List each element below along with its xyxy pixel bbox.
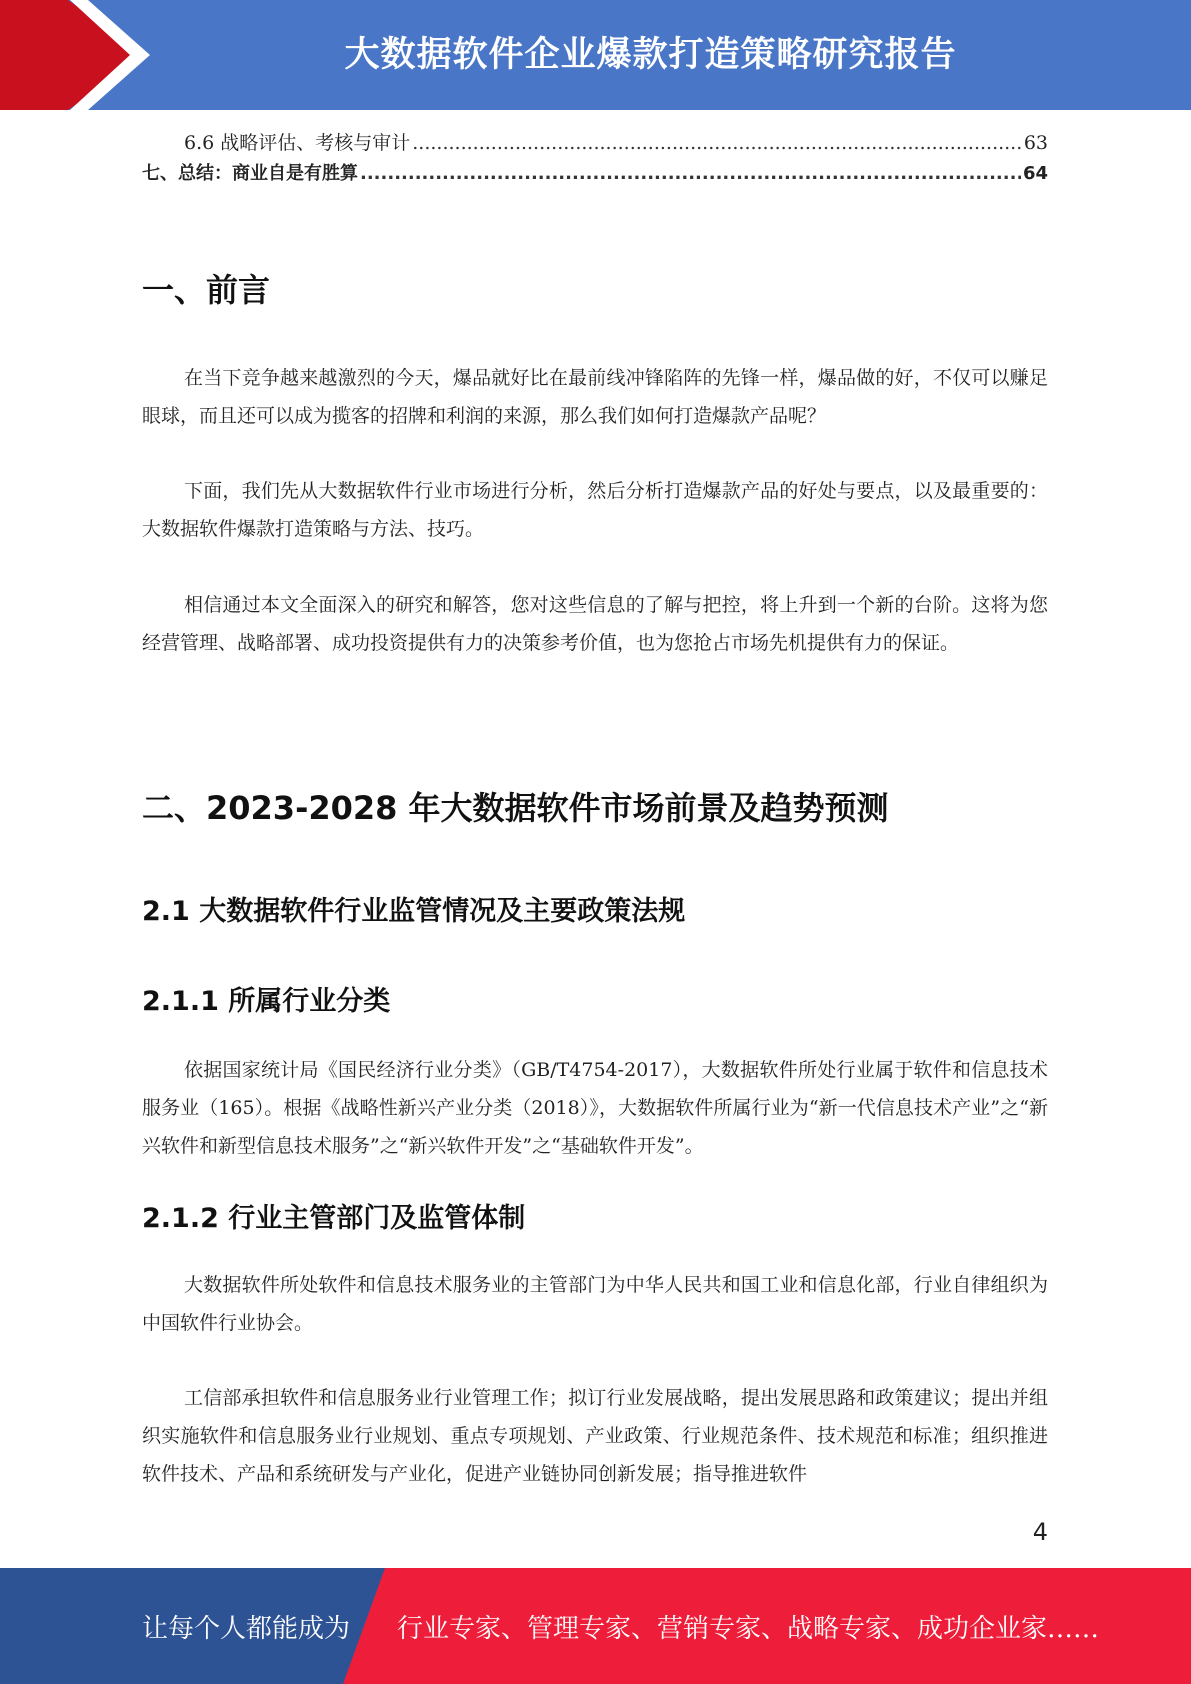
toc-entry-label: 6.6 战略评估、考核与审计 <box>184 132 411 154</box>
subsection-heading-industry-classification: 2.1.1 所属行业分类 <box>142 986 391 1017</box>
footer-banner <box>0 1568 1191 1684</box>
toc-entry[interactable] <box>142 159 1048 190</box>
subsection-heading-regulation: 2.1 大数据软件行业监管情况及主要政策法规 <box>142 896 686 927</box>
paragraph: 工信部承担软件和信息服务业行业管理工作；拟订行业发展战略，提出发展思路和政策建议；提出并组织实施软件和信息服务业行业规划、重点专项规划、产业政策、行业规范条件、技术规范和标准；组织推进软件技术、产品和系统研发与产业化，促进产业链协同创新发展；指导推进软件 <box>142 1387 1048 1485</box>
toc-entry-page: 64 <box>1022 163 1048 184</box>
footer-slogan-left: 让每个人都能成为 <box>142 1613 351 1644</box>
page-number: 4 <box>1032 1518 1048 1546</box>
section-heading-preface: 一、前言 <box>142 271 271 309</box>
paragraph: 下面，我们先从大数据软件行业市场进行分析，然后分析打造爆款产品的好处与要点，以及最重要的：大数据软件爆款打造策略与方法、技巧。 <box>142 480 1048 540</box>
toc-entry[interactable] <box>142 128 1048 159</box>
paragraph: 大数据软件所处软件和信息技术服务业的主管部门为中华人民共和国工业和信息化部，行业自律组织为中国软件行业协会。 <box>142 1274 1048 1334</box>
toc-entry-page: 63 <box>1023 132 1048 154</box>
toc-dot-leader <box>412 132 1022 154</box>
report-title: 大数据软件企业爆款打造策略研究报告 <box>344 35 957 75</box>
paragraph: 相信通过本文全面深入的研究和解答，您对这些信息的了解与把控，将上升到一个新的台阶。这将为您经营管理、战略部署、成功投资提供有力的决策参考价值，也为您抢占市场先机提供有力的保证。 <box>142 594 1048 654</box>
toc-dot-leader <box>360 163 1021 184</box>
paragraph: 依据国家统计局《国民经济行业分类》（GB/T4754-2017），大数据软件所处行业属于软件和信息技术服务业（165）。根据《战略性新兴产业分类（2018）》，大数据软件所属行业为“新一代信息技术产业”之“新兴软件和新型信息技术服务”之“新兴软件开发”之“基础软件开发”。 <box>142 1059 1048 1157</box>
section-heading-market-outlook: 二、2023-2028 年大数据软件市场前景及趋势预测 <box>142 789 889 827</box>
header-banner <box>0 0 1191 110</box>
subsection-heading-authorities: 2.1.2 行业主管部门及监管体制 <box>142 1203 526 1234</box>
paragraph: 在当下竞争越来越激烈的今天，爆品就好比在最前线冲锋陷阵的先锋一样，爆品做的好，不仅可以赚足眼球，而且还可以成为揽客的招牌和利润的来源，那么我们如何打造爆款产品呢？ <box>142 367 1048 427</box>
footer-slogan-right: 行业专家、管理专家、营销专家、战略专家、成功企业家…… <box>397 1613 1100 1644</box>
table-of-contents <box>142 128 1048 190</box>
toc-entry-label: 七、总结：商业自是有胜算 <box>142 163 358 184</box>
